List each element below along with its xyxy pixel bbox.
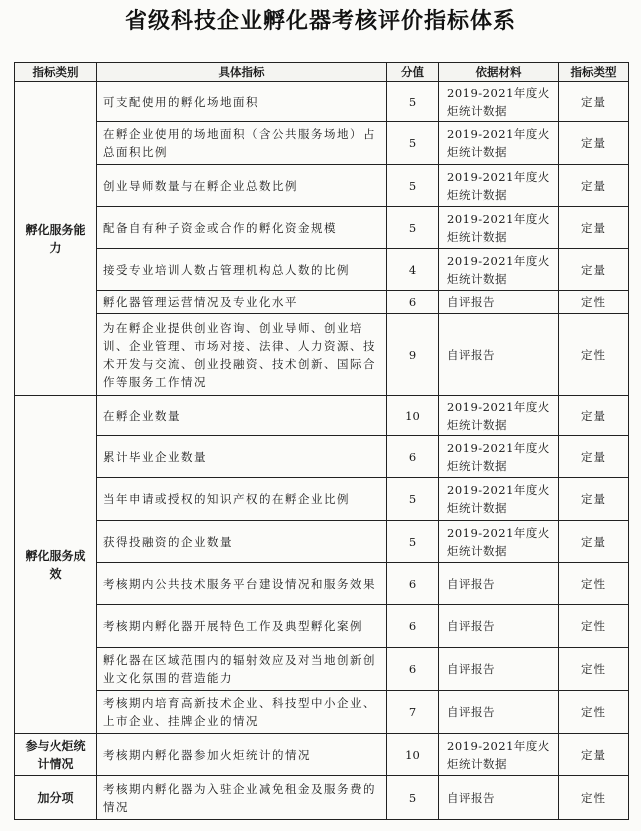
indicator-cell: 为在孵企业提供创业咨询、创业导师、创业培训、企业管理、市场对接、法律、人力资源、技术开发与交流、创业投融资、技术创新、国际合作等服务工作情况 bbox=[97, 314, 387, 396]
type-cell: 定性 bbox=[559, 648, 629, 691]
type-cell: 定量 bbox=[559, 734, 629, 776]
score-cell: 6 bbox=[387, 291, 439, 314]
score-cell: 5 bbox=[387, 478, 439, 521]
indicator-cell: 在孵企业数量 bbox=[97, 396, 387, 436]
table-row bbox=[15, 776, 629, 820]
material-cell: 2019-2021年度火炬统计数据 bbox=[439, 165, 559, 207]
indicator-cell: 考核期内孵化器开展特色工作及典型孵化案例 bbox=[97, 605, 387, 648]
material-cell: 自评报告 bbox=[439, 648, 559, 691]
indicator-cell: 在孵企业使用的场地面积（含公共服务场地）占总面积比例 bbox=[97, 122, 387, 165]
table-row bbox=[15, 734, 629, 776]
table-row bbox=[15, 396, 629, 436]
table-row bbox=[15, 314, 629, 396]
indicator-cell: 当年申请或授权的知识产权的在孵企业比例 bbox=[97, 478, 387, 521]
indicator-cell: 创业导师数量与在孵企业总数比例 bbox=[97, 165, 387, 207]
material-cell: 自评报告 bbox=[439, 314, 559, 396]
material-cell: 2019-2021年度火炬统计数据 bbox=[439, 396, 559, 436]
table-row bbox=[15, 478, 629, 521]
material-cell: 2019-2021年度火炬统计数据 bbox=[439, 122, 559, 165]
type-cell: 定性 bbox=[559, 314, 629, 396]
type-cell: 定量 bbox=[559, 478, 629, 521]
material-cell: 自评报告 bbox=[439, 691, 559, 734]
score-cell: 5 bbox=[387, 122, 439, 165]
material-cell: 2019-2021年度火炬统计数据 bbox=[439, 734, 559, 776]
table-row bbox=[15, 291, 629, 314]
material-cell: 自评报告 bbox=[439, 776, 559, 820]
indicator-cell: 考核期内培育高新技术企业、科技型中小企业、上市企业、挂牌企业的情况 bbox=[97, 691, 387, 734]
table-row bbox=[15, 605, 629, 648]
material-cell: 2019-2021年度火炬统计数据 bbox=[439, 521, 559, 563]
table-row bbox=[15, 691, 629, 734]
score-cell: 5 bbox=[387, 207, 439, 249]
header-score: 分值 bbox=[387, 63, 439, 82]
table-row bbox=[15, 436, 629, 478]
type-cell: 定量 bbox=[559, 122, 629, 165]
type-cell: 定量 bbox=[559, 396, 629, 436]
score-cell: 5 bbox=[387, 165, 439, 207]
table-row bbox=[15, 249, 629, 291]
table-row bbox=[15, 648, 629, 691]
indicator-cell: 累计毕业企业数量 bbox=[97, 436, 387, 478]
indicator-cell: 孵化器在区域范围内的辐射效应及对当地创新创业文化氛围的营造能力 bbox=[97, 648, 387, 691]
material-cell: 2019-2021年度火炬统计数据 bbox=[439, 82, 559, 122]
type-cell: 定性 bbox=[559, 691, 629, 734]
score-cell: 5 bbox=[387, 521, 439, 563]
type-cell: 定量 bbox=[559, 207, 629, 249]
category-cell: 孵化服务能力 bbox=[15, 82, 97, 396]
material-cell: 2019-2021年度火炬统计数据 bbox=[439, 436, 559, 478]
table-row bbox=[15, 563, 629, 605]
type-cell: 定量 bbox=[559, 521, 629, 563]
header-category: 指标类别 bbox=[15, 63, 97, 82]
indicator-cell: 考核期内孵化器为入驻企业减免租金及服务费的情况 bbox=[97, 776, 387, 820]
material-cell: 2019-2021年度火炬统计数据 bbox=[439, 478, 559, 521]
table-row bbox=[15, 165, 629, 207]
page-title: 省级科技企业孵化器考核评价指标体系 bbox=[124, 9, 516, 34]
indicator-cell: 孵化器管理运营情况及专业化水平 bbox=[97, 291, 387, 314]
type-cell: 定性 bbox=[559, 776, 629, 820]
type-cell: 定量 bbox=[559, 82, 629, 122]
type-cell: 定性 bbox=[559, 291, 629, 314]
score-cell: 5 bbox=[387, 82, 439, 122]
score-cell: 10 bbox=[387, 734, 439, 776]
material-cell: 自评报告 bbox=[439, 605, 559, 648]
category-cell: 孵化服务成效 bbox=[15, 396, 97, 734]
table-row bbox=[15, 207, 629, 249]
indicator-cell: 配备自有种子资金或合作的孵化资金规模 bbox=[97, 207, 387, 249]
indicator-table bbox=[14, 62, 629, 820]
type-cell: 定量 bbox=[559, 249, 629, 291]
score-cell: 9 bbox=[387, 314, 439, 396]
category-cell: 加分项 bbox=[15, 776, 97, 820]
indicator-cell: 考核期内公共技术服务平台建设情况和服务效果 bbox=[97, 563, 387, 605]
material-cell: 2019-2021年度火炬统计数据 bbox=[439, 249, 559, 291]
score-cell: 10 bbox=[387, 396, 439, 436]
score-cell: 6 bbox=[387, 436, 439, 478]
type-cell: 定量 bbox=[559, 165, 629, 207]
score-cell: 6 bbox=[387, 648, 439, 691]
header-type: 指标类型 bbox=[559, 63, 629, 82]
category-cell: 参与火炬统计情况 bbox=[15, 734, 97, 776]
type-cell: 定量 bbox=[559, 436, 629, 478]
indicator-cell: 接受专业培训人数占管理机构总人数的比例 bbox=[97, 249, 387, 291]
indicator-cell: 可支配使用的孵化场地面积 bbox=[97, 82, 387, 122]
material-cell: 自评报告 bbox=[439, 291, 559, 314]
type-cell: 定性 bbox=[559, 605, 629, 648]
material-cell: 2019-2021年度火炬统计数据 bbox=[439, 207, 559, 249]
score-cell: 5 bbox=[387, 776, 439, 820]
indicator-cell: 考核期内孵化器参加火炬统计的情况 bbox=[97, 734, 387, 776]
table-header-row bbox=[15, 63, 629, 82]
score-cell: 7 bbox=[387, 691, 439, 734]
table-row bbox=[15, 521, 629, 563]
header-material: 依据材料 bbox=[439, 63, 559, 82]
score-cell: 4 bbox=[387, 249, 439, 291]
score-cell: 6 bbox=[387, 605, 439, 648]
table-row bbox=[15, 82, 629, 122]
header-indicator: 具体指标 bbox=[97, 63, 387, 82]
material-cell: 自评报告 bbox=[439, 563, 559, 605]
table-row bbox=[15, 122, 629, 165]
type-cell: 定性 bbox=[559, 563, 629, 605]
indicator-cell: 获得投融资的企业数量 bbox=[97, 521, 387, 563]
score-cell: 6 bbox=[387, 563, 439, 605]
